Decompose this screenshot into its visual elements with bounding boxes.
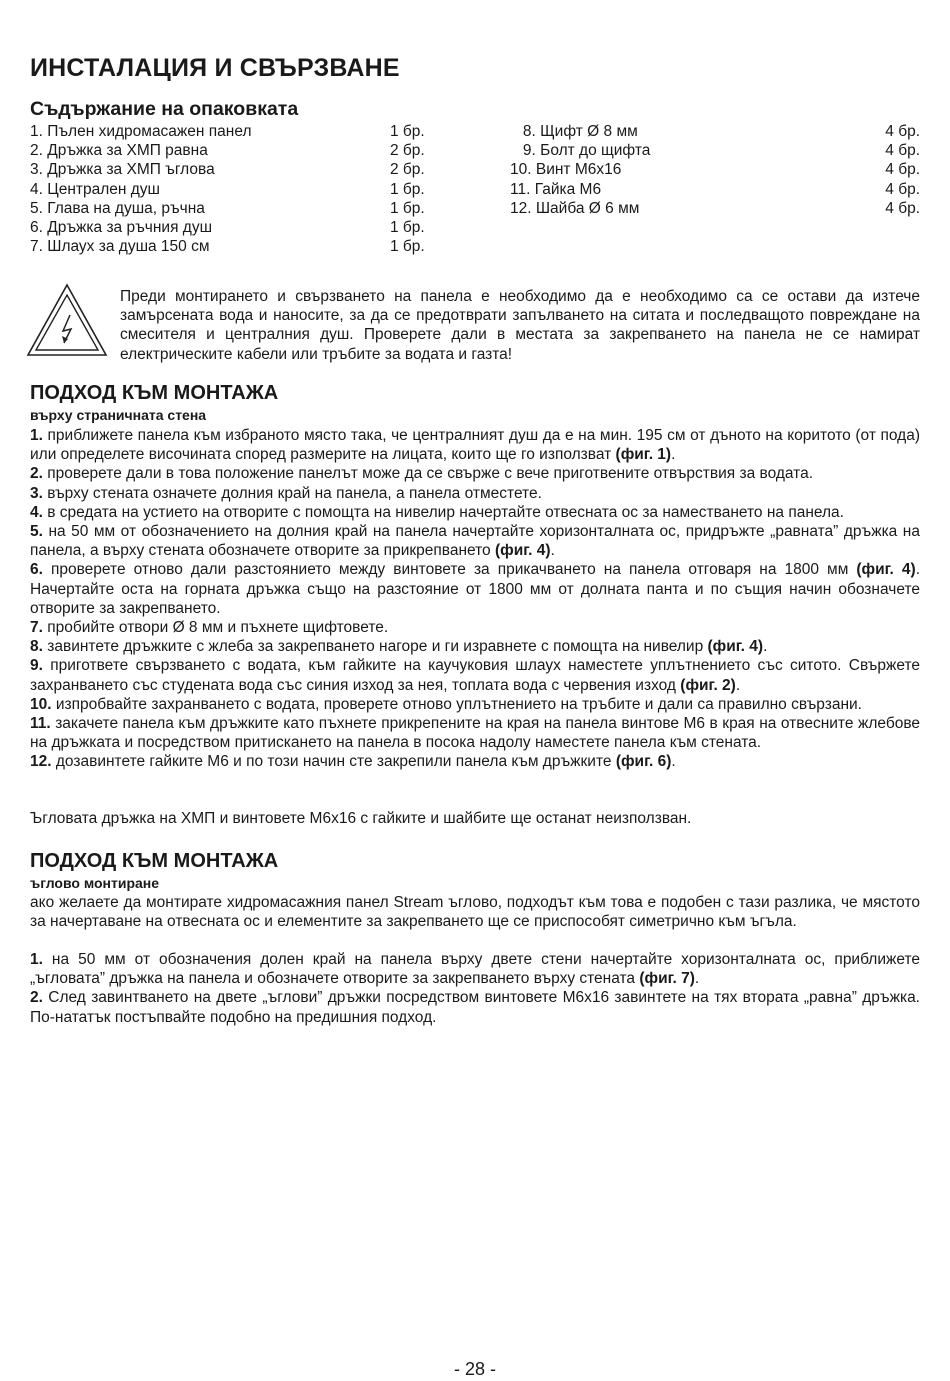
note-text: Ъгловата дръжка на ХМП и винтовете М6х16 с гайките и шайбите ще останат неизползван. (30, 810, 692, 827)
electric-hazard-icon (26, 283, 108, 357)
step-number: 1. (30, 951, 43, 968)
warning-text: Преди монтирането и свързването на панела е необходимо да е необходимо са се остави да изтече замърсената вода и наносите, за да се предотврати запълването на ситата и последващото повреждане на смесителя и централния душ. Проверете дали в местата за закрепването на панела не се намират електрическите кабели или тръбите за водата и газта! (120, 288, 920, 363)
item-qty: 1 бр. (390, 199, 425, 217)
item-qty: 1 бр. (390, 180, 425, 198)
item-qty: 2 бр. (390, 142, 425, 160)
step-text: на 50 мм от обозначения долен край на панела върху двете стени начертайте хоризонталната ос, приближете „ъгловата” дръжка на панела и обозначете отворите за закрепването върху стената (30, 951, 920, 988)
list-item (30, 160, 450, 179)
item-qty: 1 бр. (390, 123, 425, 140)
step-end: . (763, 638, 768, 656)
step-number: 5. (30, 523, 43, 541)
step-text: проверете отново дали разстоянието между винтовете за прикачването на панела отговаря на 1800 мм (42, 561, 857, 579)
item-name: 9. Болт до щифта (510, 142, 651, 160)
package-list-right (510, 122, 920, 218)
step (30, 950, 920, 988)
list-item (510, 122, 920, 141)
list-item (510, 180, 920, 199)
step-text: проверете дали в това положение панелът може да се свърже с вече приготвените отвърствия за водата. (42, 465, 814, 483)
page-title: ИНСТАЛАЦИЯ И СВЪРЗВАНЕ (30, 54, 400, 82)
intro-text: ако желаете да монтирате хидромасажния панел Stream ъглово, подходът към това е подобен с тази разлика, че мястото за начертаване на отвесната ос и елементите за закрепването ще се приспособят симетрично към ъгъла. (30, 894, 920, 931)
list-item (30, 237, 450, 256)
figure-ref: (фиг. 4) (707, 638, 764, 656)
list-item (510, 160, 920, 179)
section-title-corner: ПОДХОД КЪМ МОНТАЖА (30, 850, 279, 872)
step (30, 714, 920, 752)
step-number: 3. (30, 484, 43, 502)
item-qty: 4 бр. (885, 180, 920, 198)
item-name: 6. Дръжка за ръчния душ (30, 218, 213, 236)
step-text: След завинтването на двете „ъглови” дръжки посредством винтовете М6х16 завинтете на тях втората „равна” дръжка. По-нататък постъпвайте подобно на предишния подход. (30, 989, 920, 1026)
item-name: 8. Щифт Ø 8 мм (510, 123, 638, 140)
item-qty: 4 бр. (885, 161, 920, 179)
list-item (510, 199, 920, 218)
section-subtitle-corner: ъглово монтиране (30, 875, 160, 891)
list-item (30, 141, 450, 160)
item-name: 10. Винт М6х16 (510, 161, 622, 179)
list-item (30, 122, 450, 141)
list-item (30, 180, 450, 199)
step-text: пригответе свързването с водата, към гайките на каучуковия шлаух наместете уплътнението със ситото. Свържете захранването със студената вода със синия изход за нея, топлата вода с червения изход (30, 657, 920, 694)
step-end: . (550, 542, 555, 560)
step-text: пробийте отвори Ø 8 мм и пъхнете щифтовете. (42, 619, 389, 637)
step-text: на 50 мм от обозначението на долния край на панела начертайте хоризонталната ос, придръжте „равната” дръжка на панела, а върху стената обозначете отворите за прикрепването (30, 523, 920, 560)
list-item (30, 199, 450, 218)
item-name: 2. Дръжка за ХМП равна (30, 142, 208, 160)
section-title-side-wall: ПОДХОД КЪМ МОНТАЖА (30, 382, 279, 404)
step-number: 1. (30, 427, 43, 444)
figure-ref: (фиг. 6) (615, 753, 672, 771)
step (30, 484, 920, 503)
step (30, 503, 920, 522)
step (30, 637, 920, 656)
item-qty: 4 бр. (885, 199, 920, 217)
step-number: 12. (30, 753, 52, 771)
item-qty: 4 бр. (885, 142, 920, 160)
step-text: дозавинтете гайките М6 и по този начин сте закрепили панела към дръжките (51, 753, 616, 771)
step (30, 522, 920, 560)
step (30, 656, 920, 694)
item-qty: 4 бр. (885, 123, 920, 140)
step-text: в средата на устието на отворите с помощта на нивелир начертайте отвесната ос за наместването на панела. (42, 503, 844, 521)
step (30, 695, 920, 714)
item-name: 11. Гайка М6 (510, 180, 602, 198)
step-number: 4. (30, 503, 43, 521)
package-heading: Съдържание на опаковката (30, 98, 299, 120)
step-number: 7. (30, 619, 43, 637)
step-text: върху стената означете долния край на панела, а панела отместете. (42, 484, 542, 502)
corner-steps (30, 950, 920, 1027)
figure-ref: (фиг. 7) (639, 970, 695, 988)
item-name: 1. Пълен хидромасажен панел (30, 123, 252, 140)
step-number: 11. (30, 715, 51, 733)
step (30, 560, 920, 618)
step-text: закачете панела към дръжките като пъхнете прикрепените на края на панела винтове М6 в края на отвесните жлебове на дръжката и посредством притискането на панела в посока надолу наместете панела към стената. (30, 715, 920, 752)
step (30, 752, 920, 771)
step (30, 618, 920, 637)
step-end: . (671, 446, 676, 464)
step-number: 8. (30, 638, 43, 656)
step-end: . (735, 676, 741, 694)
step (30, 988, 920, 1026)
step-number: 6. (30, 561, 43, 579)
item-qty: 1 бр. (390, 218, 425, 236)
figure-ref: (фиг. 4) (856, 561, 916, 579)
item-name: 12. Шайба Ø 6 мм (510, 199, 640, 217)
figure-ref: (фиг. 1) (615, 446, 672, 464)
step-number: 2. (30, 989, 43, 1007)
package-list-left (30, 122, 450, 256)
step-end: . Начертайте оста на горната дръжка също на разстояние от 1800 мм от долната панта и по същия начин обозначете отворите за закрепването. (30, 561, 920, 617)
figure-ref: (фиг. 2) (680, 676, 736, 694)
item-name: 7. Шлаух за душа 150 см (30, 238, 210, 256)
section-subtitle-side-wall: върху страничната стена (30, 407, 207, 423)
step-number: 9. (30, 657, 43, 675)
item-name: 5. Глава на душа, ръчна (30, 199, 205, 217)
side-wall-steps (30, 426, 920, 772)
step-number: 10. (30, 695, 52, 713)
list-item (510, 141, 920, 160)
item-qty: 1 бр. (390, 238, 425, 256)
step-text: приближете панела към избраното място така, че централният душ да е на мин. 195 см от дъното на коритото (от пода) или определете височината според размерите на лицата, които ще го използват (30, 427, 920, 464)
figure-ref: (фиг. 4) (494, 542, 551, 560)
list-item (30, 218, 450, 237)
corner-intro (30, 893, 920, 931)
step (30, 464, 920, 483)
step-text: изпробвайте захранването с водата, проверете отново уплътнението на тръбите и дали са правилно свързани. (51, 695, 862, 713)
item-name: 3. Дръжка за ХМП ъглова (30, 161, 215, 179)
side-wall-note (30, 809, 920, 828)
item-qty: 2 бр. (390, 161, 425, 179)
item-name: 4. Централен душ (30, 180, 160, 198)
step-text: завинтете дръжките с жлеба за закрепването нагоре и ги изравнете с помощта на нивелир (42, 638, 708, 656)
step-number: 2. (30, 465, 43, 483)
step (30, 426, 920, 464)
page-number: - 28 - (453, 1359, 496, 1379)
step-end: . (694, 970, 700, 988)
step-end: . (671, 753, 676, 771)
